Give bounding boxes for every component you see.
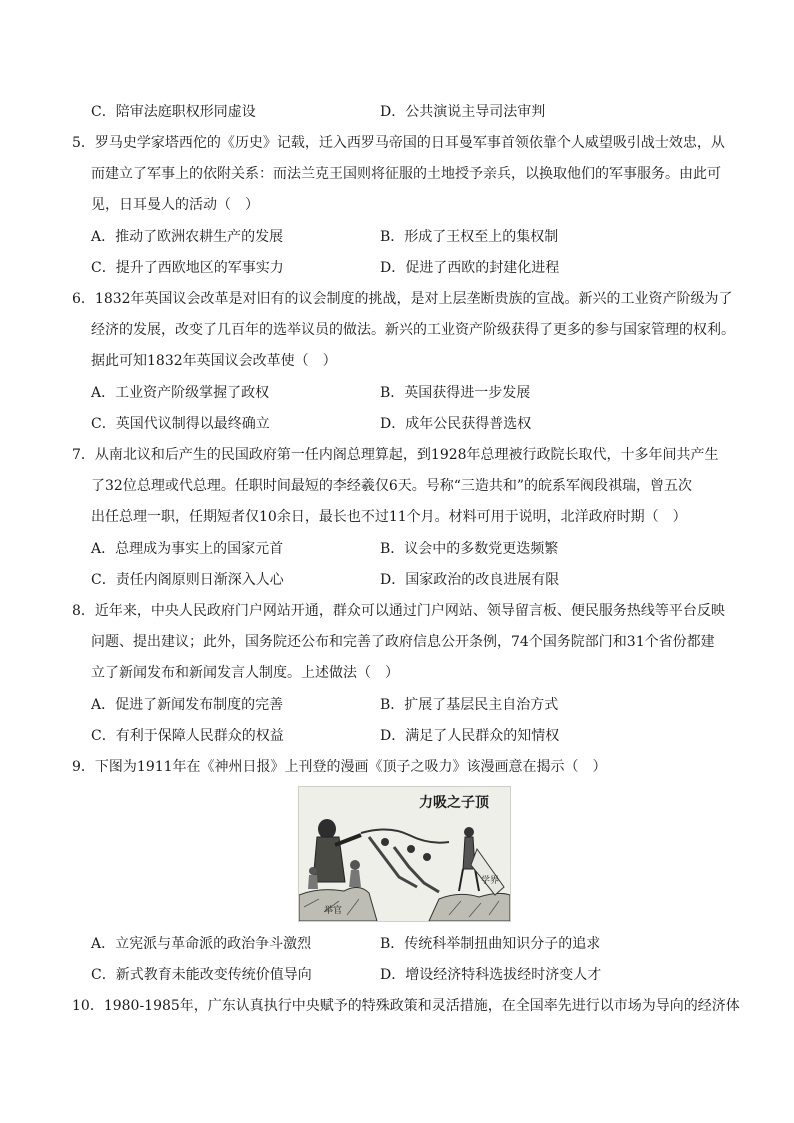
q8-stem-line-3: 立了新闻发布和新闻发言人制度。上述做法（ ） [91,665,399,681]
q7-option-a[interactable]: A．总理成为事实上的国家元首 [91,541,284,557]
q6-options-row-2 [0,414,794,434]
magnet-line [361,829,449,842]
q8-option-a[interactable]: A．促进了新闻发布制度的完善 [91,697,284,713]
q9-stem-line-1: 9．下图为1911年在《神州日报》上刊登的漫画《顶子之吸力》该漫画意在揭示（ ） [72,759,607,775]
q7-options-row-2 [0,570,794,590]
q9-option-b[interactable]: B．传统科举制扭曲知识分子的追求 [380,936,601,952]
q8-stem-line-1: 8．近年来，中央人民政府门户网站开通，群众可以通过门户网站、领导留言板、便民服务热线等平台反映 [72,603,725,619]
q7-stem-line-2: 了32位总理或代总理。任职时间最短的李经羲仅6天。号称“三造共和”的皖系军阀段祺瑞，曾五次 [91,478,693,494]
q6-options-row-1 [0,383,794,403]
q4-options-row-2 [0,102,794,122]
q6-option-a[interactable]: A．工业资产阶级掌握了政权 [91,385,270,401]
q4-option-d[interactable]: D．公共演说主导司法审判 [380,104,546,120]
q10-stem-line-1: 10．1980-1985年，广东认真执行中央赋予的特殊政策和灵活措施，在全国率先进行以市场为导向的经济体 [72,998,740,1014]
q6-option-c[interactable]: C．英国代议制得以最终确立 [91,416,270,432]
cartoon-illustration [299,787,510,921]
q6-stem-line-2: 经济的发展，改变了几百年的选举议员的做法。新兴的工业资产阶级获得了更多的参与国家管理的权利。 [91,322,735,338]
q6-option-d[interactable]: D．成年公民获得普选权 [380,416,532,432]
q7-stem-line-1: 7．从南北议和后产生的民国政府第一任内阁总理算起，到1928年总理被行政院长取代，十多年间共产生 [72,447,719,463]
official-hat [318,819,336,839]
q5-option-a[interactable]: A．推动了欧洲农耕生产的发展 [91,229,284,245]
q5-options-row-1 [0,227,794,247]
q5-stem-line-1: 5．罗马史学家塔西佗的《历史》记载，迁入西罗马帝国的日耳曼军事首领依靠个人威望吸引战士效忠，从 [72,135,725,151]
cartoon-right-label: 学界 [481,876,500,886]
pulled-head-1 [381,838,389,846]
q5-stem-line-3: 见，日耳曼人的活动（ ） [91,197,259,213]
q6-option-b[interactable]: B．英国获得进一步发展 [380,385,531,401]
q6-stem-line-3: 据此可知1832年英国议会改革使（ ） [91,353,337,369]
q9-option-a[interactable]: A．立宪派与革命派的政治争斗激烈 [91,936,312,952]
q7-options-row-1 [0,539,794,559]
q5-option-b[interactable]: B．形成了王权至上的集权制 [380,229,559,245]
q5-stem-line-2: 而建立了军事上的依附关系：而法兰克王国则将征服的土地授予亲兵，以换取他们的军事服务。由此可 [91,166,721,182]
child-figure-body [308,875,318,889]
q9-options-row-2 [0,965,794,985]
pulled-head-2 [407,845,415,853]
q5-option-c[interactable]: C．提升了西欧地区的军事实力 [91,260,284,276]
q8-option-b[interactable]: B．扩展了基层民主自治方式 [380,697,559,713]
child-figure-head [309,867,317,875]
q8-options-row-1 [0,695,794,715]
q8-option-c[interactable]: C．有利于保障人民群众的权益 [91,728,284,744]
small-figure-body [349,870,361,887]
q9-option-c[interactable]: C．新式教育未能改变传统价值导向 [91,967,312,983]
q7-option-b[interactable]: B．议会中的多数党更迭频繁 [380,541,559,557]
q5-options-row-2 [0,258,794,278]
q7-option-c[interactable]: C．责任内阁原则日渐深入人心 [91,572,284,588]
q8-option-d[interactable]: D．满足了人民群众的知情权 [380,728,560,744]
q9-option-d[interactable]: D．增设经济特科选拔经时济变人才 [380,967,602,983]
q7-stem-line-3: 出任总理一职，任期短者仅10余日，最长也不过11个月。材料可用于说明，北洋政府时期（ ） [91,509,687,525]
q4-option-c[interactable]: C．陪审法庭职权形同虚设 [91,104,256,120]
cartoon-title: 力吸之子顶 [419,795,489,811]
q8-options-row-2 [0,726,794,746]
student-head [464,827,474,837]
q8-stem-line-2: 问题、提出建议；此外，国务院还公布和完善了政府信息公开条例，74个国务院部门和31个省份都建 [91,634,715,650]
q7-option-d[interactable]: D．国家政治的改良进展有限 [380,572,560,588]
cartoon-figure [298,786,511,922]
q6-stem-line-1: 6．1832年英国议会改革是对旧有的议会制度的挑战，是对上层垄断贵族的宣战。新兴的工业资产阶级为了 [72,291,733,307]
pulled-head-3 [423,853,431,861]
small-figure-head [350,860,360,870]
q9-options-row-1 [0,934,794,954]
pulled-figures-upper [369,837,417,887]
cartoon-left-label: 举官 [324,906,343,916]
q5-option-d[interactable]: D．促进了西欧的封建化进程 [380,260,560,276]
student-legs [459,869,479,891]
